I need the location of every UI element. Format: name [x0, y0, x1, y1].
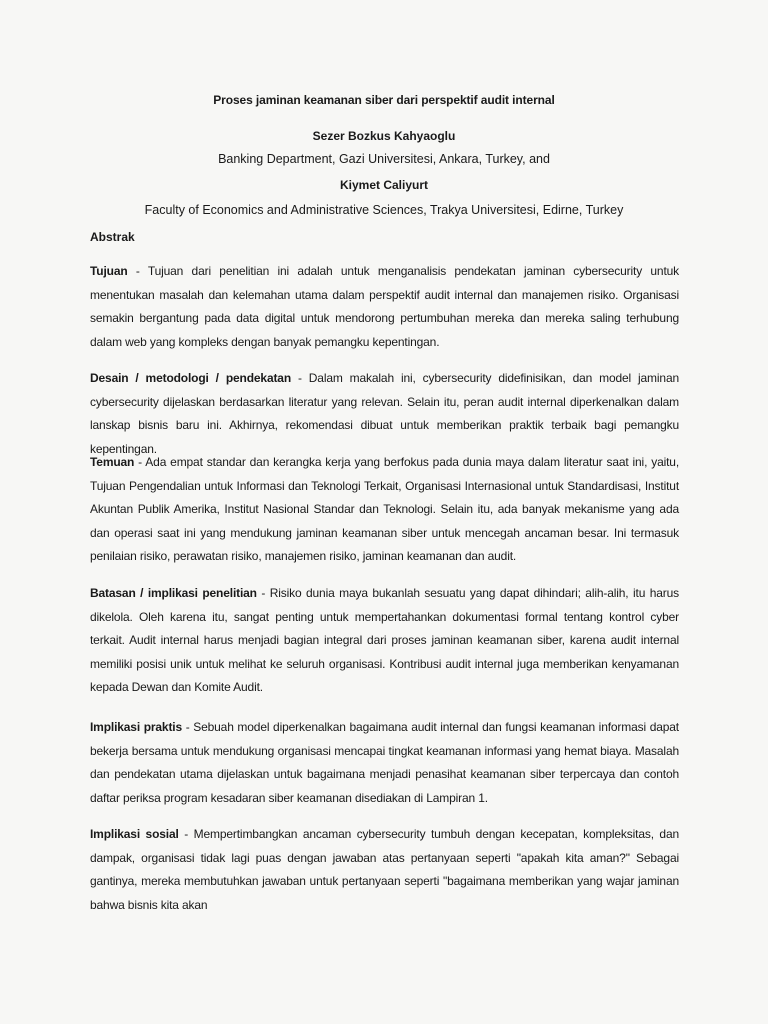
section-label: Implikasi praktis	[90, 720, 183, 734]
section-text: - Tujuan dari penelitian ini adalah untuk menganalisis pendekatan jaminan cybersecurity untuk menentukan masalah dan kelemahan utama dalam perspektif audit internal dan manajemen risiko. Organisasi semakin bergantung pada data digital untuk mendorong pertumbuhan mereka dan mereka saling terhubung dalam web yang kompleks dengan banyak pemangku kepentingan.	[90, 264, 679, 349]
section-label: Tujuan	[90, 264, 128, 278]
section-label: Implikasi sosial	[90, 827, 179, 841]
author-affiliation-1: Banking Department, Gazi Universitesi, Ankara, Turkey, and	[218, 152, 550, 166]
section-paragraph	[90, 716, 679, 810]
author-affiliation-2: Faculty of Economics and Administrative Sciences, Trakya Universitesi, Edirne, Turkey	[144, 203, 624, 217]
section-paragraph	[90, 260, 679, 354]
section-text: - Dalam makalah ini, cybersecurity didefinisikan, dan model jaminan cybersecurity dijelaskan berdasarkan literatur yang relevan. Selain itu, peran audit internal diperkenalkan dalam lanskap bisnis baru ini. Akhirnya, rekomendasi dibuat untuk memberikan praktik terbaik bagi pemangku kepentingan.	[90, 371, 679, 456]
paper-title: Proses jaminan keamanan siber dari perspektif audit internal	[213, 93, 555, 107]
section-paragraph	[90, 582, 679, 700]
section-paragraph	[90, 823, 679, 917]
section-paragraph	[90, 451, 679, 569]
section-text: - Mempertimbangkan ancaman cybersecurity tumbuh dengan kecepatan, kompleksitas, dan dampak, organisasi tidak lagi puas dengan jawaban atas pertanyaan seperti "apakah kita aman?" Sebagai gantinya, mereka membutuhkan jawaban untuk pertanyaan seperti "bagaimana memberikan yang wajar jaminan bahwa bisnis kita akan	[90, 827, 680, 912]
section-text: - Risiko dunia maya bukanlah sesuatu yang dapat dihindari; alih-alih, itu harus dikelola. Oleh karena itu, sangat penting untuk mempertahankan dokumentasi formal tentang kontrol cyber terkait. Audit internal harus menjadi bagian integral dari proses jaminan keamanan siber, karena audit internal memiliki posisi unik untuk melihat ke seluruh organisasi. Kontribusi audit internal juga memberikan kenyamanan kepada Dewan dan Komite Audit.	[90, 586, 679, 694]
section-label: Batasan / implikasi penelitian	[90, 586, 257, 600]
section-text: - Ada empat standar dan kerangka kerja yang berfokus pada dunia maya dalam literatur saat ini, yaitu, Tujuan Pengendalian untuk Informasi dan Teknologi Terkait, Organisasi Internasional untuk Standardisasi, Institut Akuntan Publik Amerika, Institut Nasional Standar dan Teknologi. Selain itu, ada banyak mekanisme yang ada dan operasi saat ini yang mendukung jaminan keamanan siber untuk mencegah ancaman besar. Ini termasuk penilaian risiko, perawatan risiko, manajemen risiko, jaminan keamanan dan audit.	[90, 455, 679, 563]
section-text: - Sebuah model diperkenalkan bagaimana audit internal dan fungsi keamanan informasi dapat bekerja bersama untuk mendukung organisasi mencapai tingkat keamanan informasi yang hemat biaya. Masalah dan pendekatan utama dijelaskan untuk bagaimana menjadi penasihat keamanan siber terpercaya dan contoh daftar periksa program kesadaran siber keamanan disediakan di Lampiran 1.	[90, 720, 679, 805]
abstract-heading: Abstrak	[90, 230, 135, 244]
section-label: Temuan	[90, 455, 135, 469]
author-name-1: Sezer Bozkus Kahyaoglu	[312, 129, 456, 143]
author-name-2: Kiymet Caliyurt	[339, 178, 429, 192]
section-label: Desain / metodologi / pendekatan	[90, 371, 292, 385]
section-paragraph	[90, 367, 679, 461]
